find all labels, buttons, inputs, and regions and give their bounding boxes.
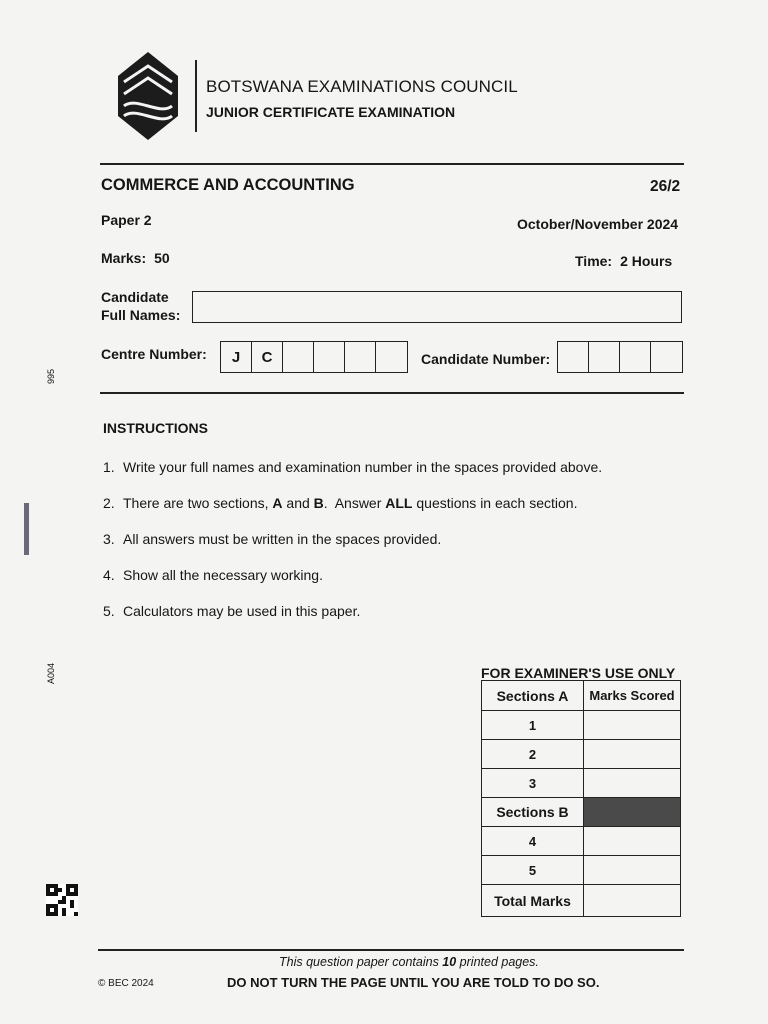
instruction-item [103,459,663,495]
candidate-number-cell[interactable] [651,342,682,372]
instruction-number: 5. [103,603,115,619]
candidate-number-field[interactable] [557,341,683,373]
total-marks-cell[interactable] [584,885,681,917]
section-b-row [482,798,681,827]
table-row [482,711,681,740]
candidate-rule [100,392,684,394]
instruction-text: Write your full names and examination number in the spaces provided above. [123,459,603,475]
copyright: © BEC 2024 [98,978,154,989]
centre-number-cell[interactable]: J [221,342,252,372]
centre-number-cell[interactable] [345,342,376,372]
candidate-number-cell[interactable] [558,342,589,372]
marks-cell[interactable] [584,711,681,740]
instruction-text: There are two sections, A and B. Answer ALL questions in each section. [123,495,578,511]
do-not-turn-warning: DO NOT TURN THE PAGE UNTIL YOU ARE TOLD TO DO SO. [227,975,600,990]
centre-number-cell[interactable] [376,342,407,372]
shaded-cell [584,798,681,827]
page-count-note: This question paper contains 10 printed pages. [279,955,539,969]
question-number: 1 [482,711,584,740]
question-number: 3 [482,769,584,798]
instructions-list [103,459,663,639]
table-row [482,827,681,856]
time-info [575,253,672,269]
paper-code: 26/2 [650,178,681,195]
marks-label: Marks: [101,250,147,266]
header-rule [100,163,684,165]
table-row [482,769,681,798]
examiner-marks-table [481,680,681,917]
question-number: 5 [482,856,584,885]
total-row [482,885,681,917]
table-row [482,856,681,885]
marks-cell[interactable] [584,769,681,798]
marks-value: 50 [154,250,170,266]
instruction-number: 1. [103,459,115,475]
marks-cell[interactable] [584,856,681,885]
instruction-text: All answers must be written in the spaces provided. [123,531,442,547]
side-code-bottom: A004 [46,662,56,684]
table-row [482,740,681,769]
table-header-row [482,681,681,711]
centre-number-field[interactable] [220,341,408,373]
organization-name: BOTSWANA EXAMINATIONS COUNCIL [206,77,518,96]
marks-cell[interactable] [584,740,681,769]
exam-name: JUNIOR CERTIFICATE EXAMINATION [206,104,456,120]
question-number: 4 [482,827,584,856]
candidate-label-line2: Full Names: [101,307,181,323]
footer-rule [98,949,684,951]
paper-number: Paper 2 [101,212,152,228]
instruction-item [103,531,663,567]
instruction-number: 4. [103,567,115,583]
col-header-sections: Sections A [482,681,584,711]
centre-number-label: Centre Number: [101,346,207,362]
candidate-number-cell[interactable] [620,342,651,372]
subject-title: COMMERCE AND ACCOUNTING [101,176,355,194]
candidate-names-label [101,288,191,324]
question-number: 2 [482,740,584,769]
side-code-top: 995 [46,368,56,384]
candidate-names-field[interactable] [192,291,682,323]
time-value: 2 Hours [620,253,673,269]
marks-cell[interactable] [584,827,681,856]
centre-number-cell[interactable] [283,342,314,372]
section-b-label: Sections B [482,798,584,827]
instruction-item [103,495,663,531]
centre-number-cell[interactable]: C [252,342,283,372]
exam-session: October/November 2024 [517,216,679,232]
instruction-number: 2. [103,495,115,511]
candidate-number-label: Candidate Number: [421,351,551,367]
header-divider [195,60,197,132]
col-header-marks: Marks Scored [584,681,681,711]
instruction-item [103,567,663,603]
examiner-use-title: FOR EXAMINER'S USE ONLY [481,665,676,681]
total-label: Total Marks [482,885,584,917]
qr-code-icon [46,884,78,916]
instruction-text: Calculators may be used in this paper. [123,603,361,619]
side-barcode-mark [24,503,29,555]
bec-logo [118,52,178,140]
instructions-title: INSTRUCTIONS [103,420,208,436]
centre-number-cell[interactable] [314,342,345,372]
instruction-number: 3. [103,531,115,547]
instruction-item [103,603,663,639]
time-label: Time: [575,253,613,269]
marks-info [101,250,170,266]
instruction-text: Show all the necessary working. [123,567,323,583]
candidate-label-line1: Candidate [101,289,169,305]
candidate-number-cell[interactable] [589,342,620,372]
